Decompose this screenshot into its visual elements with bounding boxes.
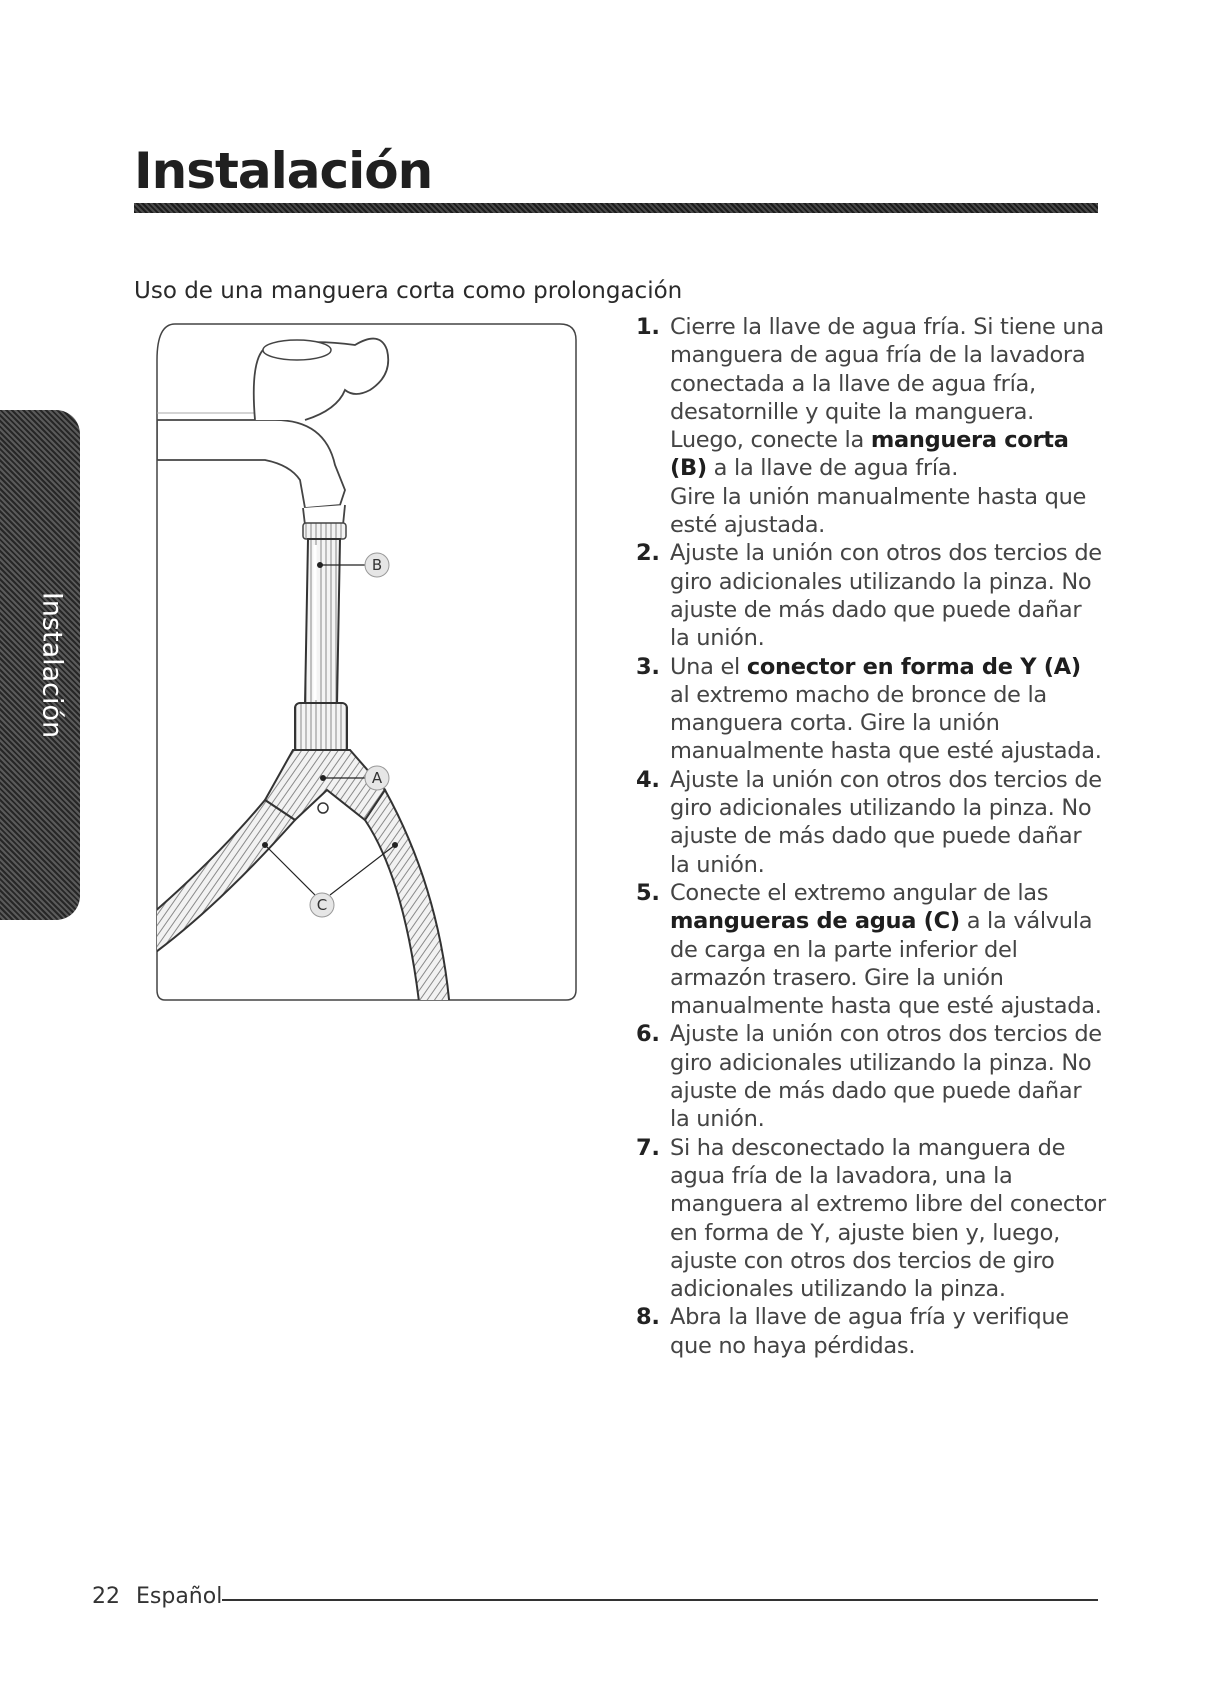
section-subtitle: Uso de una manguera corta como prolongación <box>134 278 683 304</box>
step-8: 8. Abra la llave de agua fría y verifique que no haya pérdidas. <box>636 1304 1069 1359</box>
page-number: 22 <box>92 1584 120 1609</box>
callout-a-label: A <box>371 769 383 787</box>
callout-c-label: C <box>316 896 328 914</box>
step-number: 5. <box>636 879 660 906</box>
y-connector <box>265 703 385 820</box>
step-2: 2. Ajuste la unión con otros dos tercios de giro adicionales utilizando la pinza. No ajuste de más dado que puede dañar la unión. <box>636 540 1102 652</box>
hose-illustration <box>155 320 580 1005</box>
side-tab-label: Instalación <box>36 591 68 739</box>
callout-b-label: B <box>371 556 383 574</box>
step-number: 7. <box>636 1134 660 1161</box>
page-title: Instalación <box>134 142 433 200</box>
callout-c <box>262 842 398 917</box>
installation-steps <box>636 313 1106 1360</box>
step-number: 2. <box>636 540 660 567</box>
step-7: 7. Si ha desconectado la manguera de agua fría de la lavadora, una la manguera al extremo libre del conector en forma de Y, ajuste bien y, luego, ajuste con otros dos tercios de giro adicionales utilizando la pinza. <box>636 1134 1106 1303</box>
title-rule <box>134 203 1098 213</box>
step-number: 6. <box>636 1021 660 1048</box>
step-number: 8. <box>636 1304 660 1331</box>
step-number: 1. <box>636 314 660 340</box>
step-6: 6. Ajuste la unión con otros dos tercios de giro adicionales utilizando la pinza. No ajuste de más dado que puede dañar la unión. <box>636 1021 1102 1133</box>
step-note: Gire la unión manualmente hasta que esté ajustada. <box>670 483 1087 539</box>
step-3: 3. Una el conector en forma de Y (A) al extremo macho de bronce de la manguera corta. Gire la unión manualmente hasta que esté ajustada. <box>636 653 1102 765</box>
step-4: 4. Ajuste la unión con otros dos tercios de giro adicionales utilizando la pinza. No ajuste de más dado que puede dañar la unión. <box>636 766 1102 878</box>
faucet <box>157 339 388 539</box>
footer-rule <box>222 1599 1098 1601</box>
step-number: 4. <box>636 766 660 793</box>
step-number: 3. <box>636 653 660 680</box>
footer-language: Español <box>136 1584 223 1609</box>
step-5: 5. Conecte el extremo angular de las mangueras de agua (C) a la válvula de carga en la parte inferior del armazón trasero. Gire la unión manualmente hasta que esté ajustada. <box>636 879 1102 1020</box>
step-1: 1. Cierre la llave de agua fría. Si tiene una manguera de agua fría de la lavadora conectada a la llave de agua fría, desatornille y quite la manguera. Luego, conecte la manguera corta (B) a la llave de agua fría. Gire la unión manualmente hasta que esté ajustada. <box>636 313 1106 539</box>
water-hoses <box>155 790 450 1005</box>
